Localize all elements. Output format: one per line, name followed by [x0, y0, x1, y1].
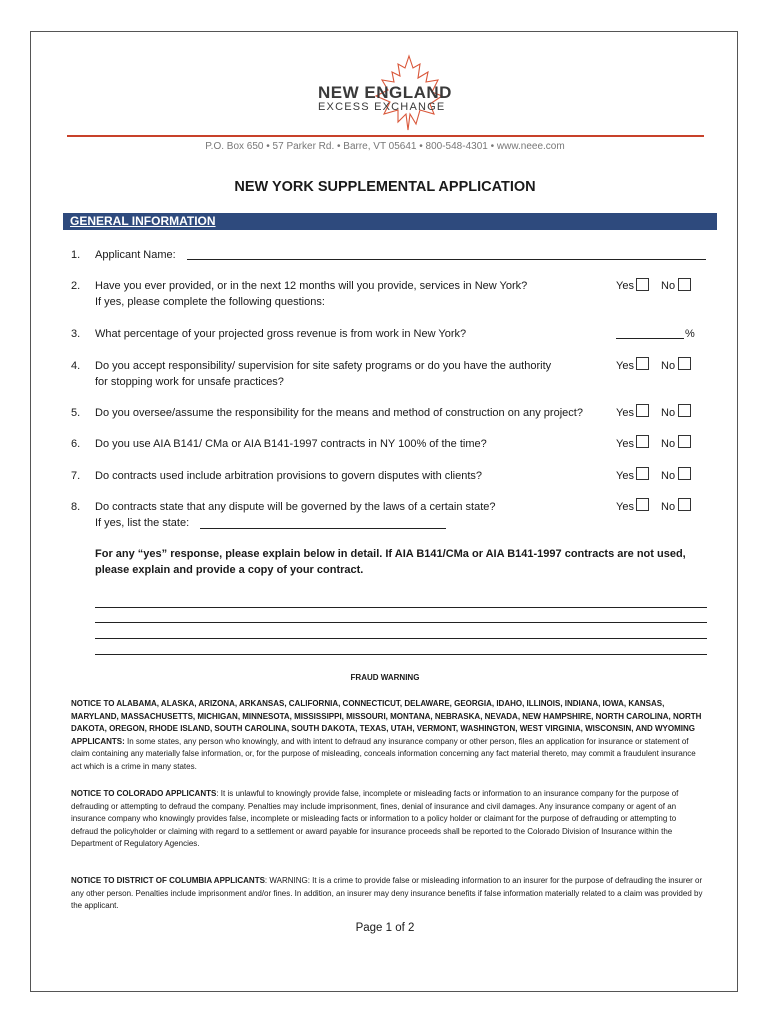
explanation-line[interactable] — [95, 622, 707, 623]
q8-no-checkbox[interactable] — [678, 498, 691, 511]
question-number: 4. — [71, 360, 81, 372]
yes-label: Yes — [616, 438, 634, 450]
question-5-text: Do you oversee/assume the responsibility for the means and method of construction on any project? — [95, 407, 583, 419]
notice-dc-text: : WARNING: It is a crime to provide false or misleading information to an insurer for the purpose of defrauding the insurer or any other person. Penalties include imprisonment and/or fines. In addition, an insurer may deny insurance benefits if false information materially related to a claim was provided by the applicant. — [71, 876, 703, 911]
company-name-line2: EXCESS EXCHANGE — [318, 101, 446, 113]
section-header-general-information: GENERAL INFORMATION — [70, 214, 216, 228]
question-3-text: What percentage of your projected gross revenue is from work in New York? — [95, 328, 467, 340]
yes-label: Yes — [616, 501, 634, 513]
explain-instructions: For any “yes” response, please explain below in detail. If AIA B141/CMa or AIA B141-1997 contracts are not used, please explain and provide a copy of your contract. — [95, 548, 686, 576]
state-field[interactable] — [200, 528, 446, 529]
yes-label: Yes — [616, 470, 634, 482]
yes-label: Yes — [616, 407, 634, 419]
q7-no-checkbox[interactable] — [678, 467, 691, 480]
notice-colorado-text: : It is unlawful to knowingly provide false, incomplete or misleading facts or information to an insurance company for the purpose of defrauding or attempting to defraud the company. Penalties may include imprisonment, fines, denial of insurance and civil damages. Any insurance company or agent of an insurance company who knowingly provides false, incomplete or misleading facts or information to a policy holder or claimant for the purpose of defrauding or attempting to defraud the policyholder or claiming with regard to a settlement or award payable for insurance proceeds shall be reported to the Colorado Division of Insurance within the Department of Regulatory Agencies. — [71, 789, 679, 849]
notice-general-heading: NOTICE TO ALABAMA, ALASKA, ARIZONA, ARKANSAS, CALIFORNIA, CONNECTICUT, DELAWARE, GEORGIA, IDAHO, ILLINOIS, INDIANA, IOWA, KANSAS, MARYLAND, MASSACHUSETTS, MICHIGAN, MINNESOTA, MISSISSIPPI, MISSOURI, MONTANA, NEBRASKA, NEVADA, NEW HAMPSHIRE, NORTH CAROLINA, NORTH DAKOTA, OREGON, RHODE ISLAND, SOUTH CAROLINA, SOUTH DAKOTA, TEXAS, UTAH, VERMONT, WASHINGTON, WEST VIRGINIA, WISCONSIN, AND WYOMING APPLICANTS: — [71, 699, 702, 746]
company-name-line1: NEW ENGLAND — [318, 83, 452, 102]
question-number: 1. — [71, 249, 81, 261]
yes-label: Yes — [616, 280, 634, 292]
q5-yes-checkbox[interactable] — [636, 404, 649, 417]
question-2-subtext: If yes, please complete the following questions: — [95, 296, 325, 308]
q6-yes-checkbox[interactable] — [636, 435, 649, 448]
explanation-line[interactable] — [95, 607, 707, 608]
no-label: No — [661, 280, 676, 292]
percentage-field[interactable] — [616, 338, 684, 339]
no-label: No — [661, 407, 676, 419]
page-number: Page 1 of 2 — [355, 922, 415, 934]
question-number: 2. — [71, 280, 81, 292]
q6-no-checkbox[interactable] — [678, 435, 691, 448]
question-number: 7. — [71, 470, 81, 482]
question-7-text: Do contracts used include arbitration provisions to govern disputes with clients? — [95, 470, 483, 482]
question-8-text: Do contracts state that any dispute will be governed by the laws of a certain state? — [95, 501, 496, 513]
q7-yes-checkbox[interactable] — [636, 467, 649, 480]
question-8-subtext: If yes, list the state: — [95, 517, 190, 529]
notice-general-text: In some states, any person who knowingly, and with intent to defraud any insurance company or other person, files an application for insurance or statement of claim containing any materially false information, or, for the purpose of misleading, conceals information concerning any fact material thereto, may commit a fraudulent insurance act which is a crime in many states. — [71, 736, 696, 771]
q2-yes-checkbox[interactable] — [636, 278, 649, 291]
no-label: No — [661, 501, 676, 513]
question-number: 3. — [71, 328, 81, 340]
question-2-text: Have you ever provided, or in the next 12 months will you provide, services in New York? — [95, 280, 528, 292]
notice-colorado — [71, 788, 703, 851]
no-label: No — [661, 438, 676, 450]
document-title: NEW YORK SUPPLEMENTAL APPLICATION — [234, 179, 536, 195]
company-address: P.O. Box 650 • 57 Parker Rd. • Barre, VT 05641 • 800-548-4301 • www.neee.com — [205, 141, 565, 152]
question-number: 6. — [71, 438, 81, 450]
notice-dc-heading: NOTICE TO DISTRICT OF COLUMBIA APPLICANTS — [71, 876, 265, 885]
q8-yes-checkbox[interactable] — [636, 498, 649, 511]
header-rule — [67, 135, 704, 137]
explanation-line[interactable] — [95, 654, 707, 655]
question-4-text: Do you accept responsibility/ supervision for site safety programs or do you have the authority — [95, 360, 552, 372]
q2-no-checkbox[interactable] — [678, 278, 691, 291]
applicant-name-field[interactable] — [187, 259, 706, 260]
no-label: No — [661, 470, 676, 482]
explanation-line[interactable] — [95, 638, 707, 639]
q4-yes-checkbox[interactable] — [636, 357, 649, 370]
question-1-text: Applicant Name: — [95, 249, 176, 261]
question-number: 5. — [71, 407, 81, 419]
q4-no-checkbox[interactable] — [678, 357, 691, 370]
no-label: No — [661, 360, 676, 372]
fraud-warning-heading: FRAUD WARNING — [350, 673, 420, 682]
yes-label: Yes — [616, 360, 634, 372]
notice-dc — [71, 875, 703, 913]
question-6-text: Do you use AIA B141/ CMa or AIA B141-1997 contracts in NY 100% of the time? — [95, 438, 487, 450]
percent-suffix: % — [685, 328, 695, 340]
question-4-subtext: for stopping work for unsafe practices? — [95, 376, 284, 388]
notice-colorado-heading: NOTICE TO COLORADO APPLICANTS — [71, 789, 217, 798]
notice-general-states — [71, 698, 703, 774]
q5-no-checkbox[interactable] — [678, 404, 691, 417]
question-number: 8. — [71, 501, 81, 513]
